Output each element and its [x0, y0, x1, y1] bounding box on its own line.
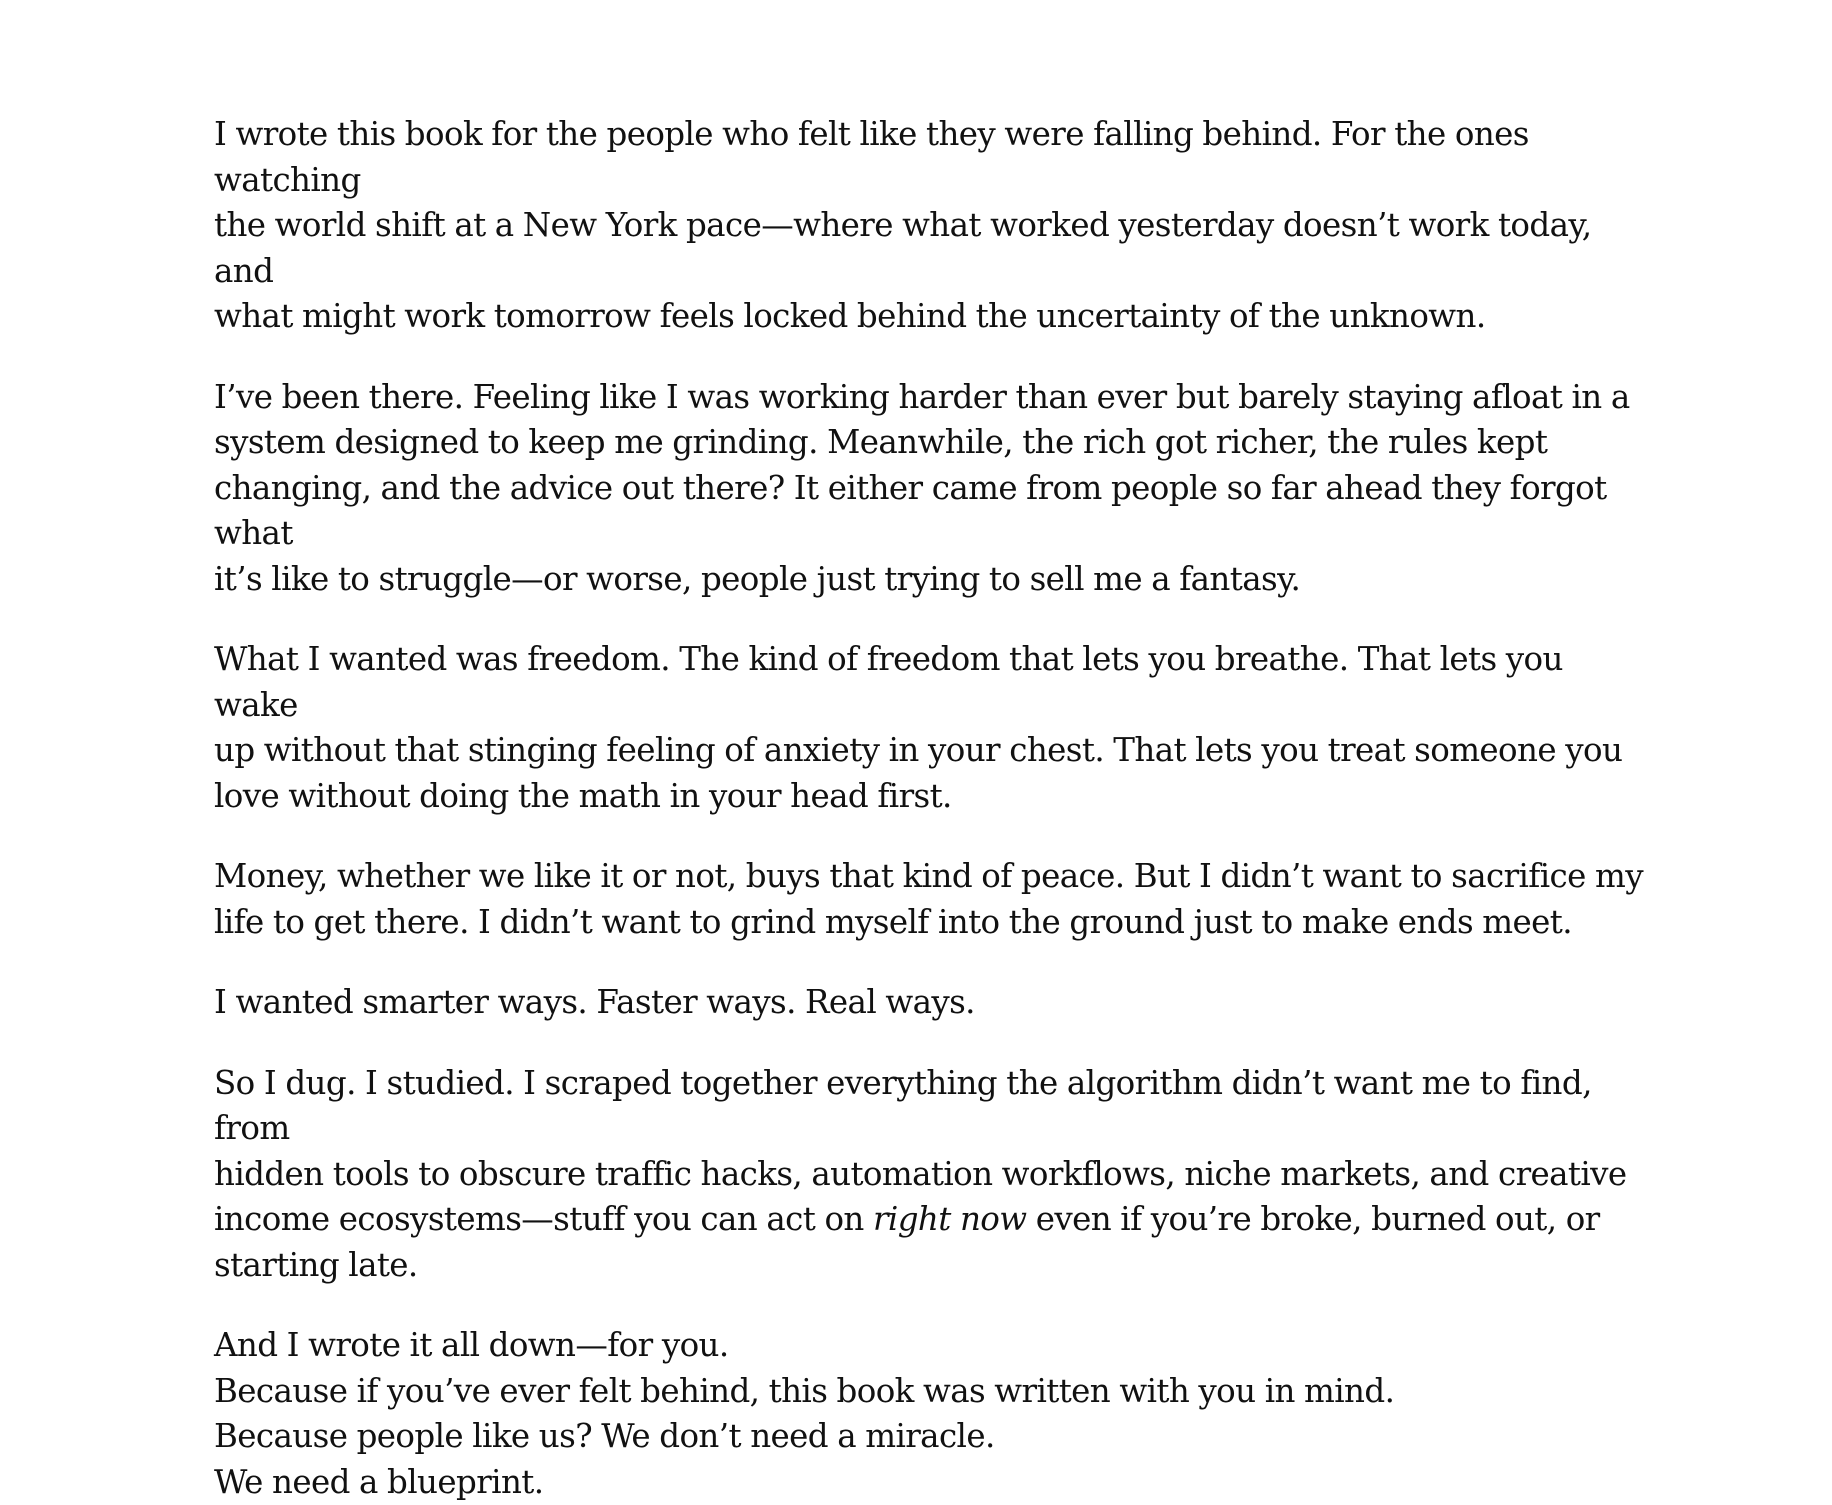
text-line: I wanted smarter ways. Faster ways. Real ways.: [214, 980, 1654, 1026]
text-line: So I dug. I studied. I scraped together everything the algorithm didn’t want me to find, from: [214, 1061, 1654, 1152]
text-line: changing, and the advice out there? It either came from people so far ahead they forgot what: [214, 466, 1654, 557]
text-line: Because people like us? We don’t need a miracle.: [214, 1414, 1654, 1460]
text-line: hidden tools to obscure traffic hacks, automation workflows, niche markets, and creative: [214, 1152, 1654, 1198]
document-page: [214, 112, 1654, 1505]
text-line: starting late.: [214, 1243, 1654, 1289]
text-line: system designed to keep me grinding. Meanwhile, the rich got richer, the rules kept: [214, 420, 1654, 466]
text-line: And I wrote it all down—for you.: [214, 1323, 1654, 1369]
text-line: the world shift at a New York pace—where what worked yesterday doesn’t work today, and: [214, 203, 1654, 294]
text-segment: income ecosystems—stuff you can act on: [214, 1200, 873, 1238]
paragraph-5: [214, 980, 1654, 1026]
paragraph-4: [214, 854, 1654, 945]
paragraph-7: [214, 1323, 1654, 1505]
paragraph-2: [214, 375, 1654, 603]
emphasis-text: right now: [873, 1200, 1026, 1238]
text-line: We need a blueprint.: [214, 1460, 1654, 1505]
text-line: I wrote this book for the people who felt like they were falling behind. For the ones watching: [214, 112, 1654, 203]
paragraph-1: [214, 112, 1654, 340]
text-line-with-emphasis: [214, 1197, 1654, 1243]
paragraph-6: [214, 1061, 1654, 1289]
text-line: Because if you’ve ever felt behind, this book was written with you in mind.: [214, 1369, 1654, 1415]
text-line: I’ve been there. Feeling like I was working harder than ever but barely staying afloat in a: [214, 375, 1654, 421]
text-line: life to get there. I didn’t want to grind myself into the ground just to make ends meet.: [214, 900, 1654, 946]
text-line: What I wanted was freedom. The kind of freedom that lets you breathe. That lets you wake: [214, 637, 1654, 728]
paragraph-3: [214, 637, 1654, 819]
text-line: Money, whether we like it or not, buys that kind of peace. But I didn’t want to sacrifice my: [214, 854, 1654, 900]
text-line: what might work tomorrow feels locked behind the uncertainty of the unknown.: [214, 294, 1654, 340]
text-line: it’s like to struggle—or worse, people just trying to sell me a fantasy.: [214, 557, 1654, 603]
text-line: up without that stinging feeling of anxiety in your chest. That lets you treat someone you: [214, 728, 1654, 774]
text-line: love without doing the math in your head first.: [214, 774, 1654, 820]
text-segment: even if you’re broke, burned out, or: [1026, 1200, 1599, 1238]
